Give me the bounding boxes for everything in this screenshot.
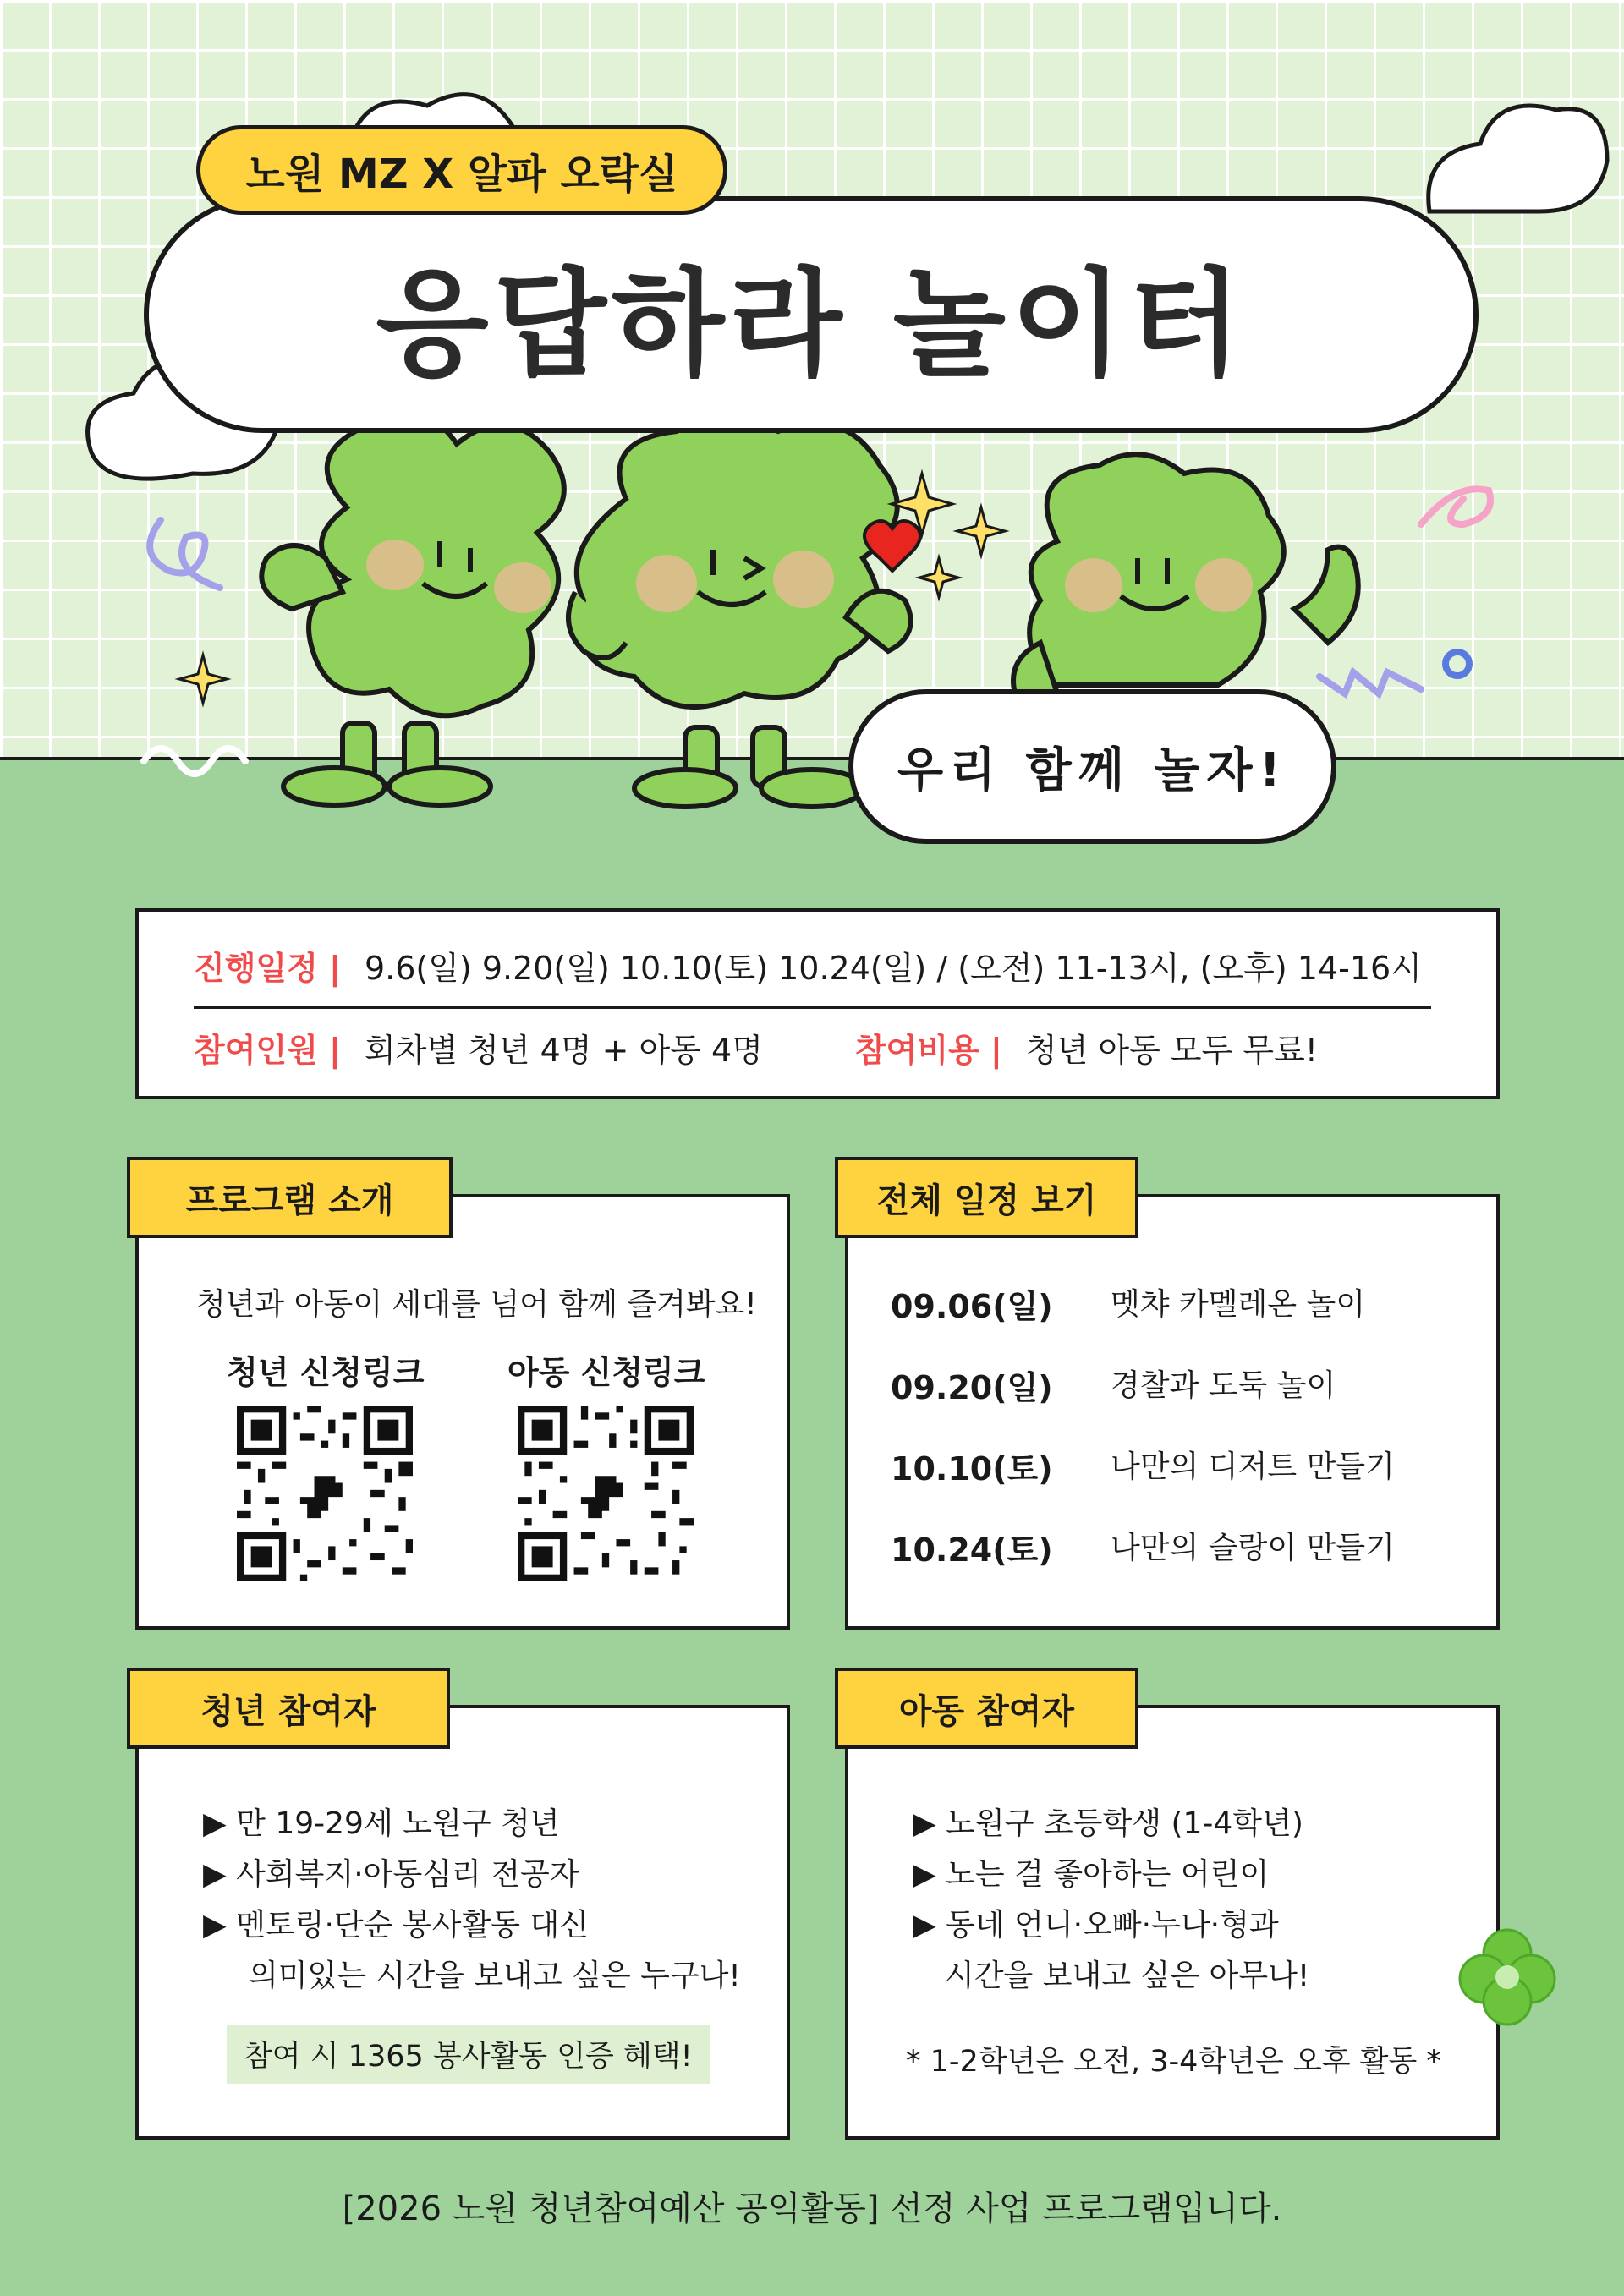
mascot-right xyxy=(1013,454,1358,693)
youth-link-label: 청년 신청링크 xyxy=(227,1354,425,1391)
event-subtitle: 노원 MZ X 알파 오락실 xyxy=(245,150,678,198)
schedule-tag xyxy=(835,1157,1138,1238)
schedule-card xyxy=(845,1194,1500,1630)
youth-benefit: 참여 시 1365 봉사활동 인증 혜택! xyxy=(227,2025,710,2084)
footer-note: [2026 노원 청년참여예산 공익활동] 선정 사업 프로그램입니다. xyxy=(342,2189,1282,2228)
youth-qr-code[interactable] xyxy=(237,1406,413,1581)
program-tag-label: 프로그램 소개 xyxy=(185,1181,394,1220)
child-line-1: ▶ 노원구 초등학생 (1-4학년) xyxy=(913,1806,1303,1841)
schedule-activity-4: 나만의 슬랑이 만들기 xyxy=(1111,1531,1395,1565)
child-qr-code[interactable] xyxy=(518,1406,694,1581)
schedule-row xyxy=(194,942,1422,989)
people-value: 회차별 청년 4명 + 아동 4명 xyxy=(364,1032,763,1069)
child-line-3: ▶ 동네 언니·오빠·누나·형과 xyxy=(913,1908,1279,1943)
child-tag xyxy=(835,1668,1138,1749)
child-link-label: 아동 신청링크 xyxy=(508,1354,705,1391)
child-note: * 1-2학년은 오전, 3-4학년은 오후 활동 * xyxy=(906,2045,1441,2079)
schedule-label: 진행일정 | xyxy=(194,950,341,987)
youth-line-3: ▶ 멘토링·단순 봉사활동 대신 xyxy=(203,1908,589,1943)
event-subtitle-pill xyxy=(196,125,727,215)
program-card xyxy=(135,1194,790,1630)
schedule-date-3: 10.10(토) xyxy=(891,1450,1053,1488)
child-tag-label: 아동 참여자 xyxy=(898,1691,1075,1731)
schedule-date-1: 09.06(일) xyxy=(891,1288,1053,1325)
youth-line-4: 의미있는 시간을 보내고 싶은 누구나! xyxy=(249,1959,741,1993)
page-title: 응답하라 놀이터 xyxy=(376,256,1247,392)
clover-icon xyxy=(1457,1926,1558,2028)
schedule-activity-1: 멧챠 카멜레온 놀이 xyxy=(1111,1287,1366,1322)
youth-line-1: ▶ 만 19-29세 노원구 청년 xyxy=(203,1806,560,1841)
divider xyxy=(194,1006,1431,1009)
child-card xyxy=(845,1705,1500,2140)
youth-tag xyxy=(127,1668,450,1749)
program-tag xyxy=(127,1157,453,1238)
schedule-activity-3: 나만의 디저트 만들기 xyxy=(1111,1449,1395,1484)
heart-icon xyxy=(864,521,920,571)
child-line-2: ▶ 노는 걸 좋아하는 어린이 xyxy=(913,1857,1270,1892)
program-intro: 청년과 아동이 세대를 넘어 함께 즐겨봐요! xyxy=(196,1287,757,1322)
title-banner xyxy=(144,196,1479,433)
schedule-value: 9.6(일) 9.20(일) 10.10(토) 10.24(일) / (오전) 11-13시, (오후) 14-16시 xyxy=(364,950,1422,987)
schedule-date-4: 10.24(토) xyxy=(891,1532,1053,1569)
schedule-activity-2: 경찰과 도둑 놀이 xyxy=(1111,1368,1336,1403)
child-line-4: 시간을 보내고 싶은 아무나! xyxy=(945,1959,1310,1993)
youth-card xyxy=(135,1705,790,2140)
people-label: 참여인원 | xyxy=(194,1032,341,1069)
people-cost-row xyxy=(194,1024,1318,1071)
speech-bubble xyxy=(848,689,1336,844)
speech-text: 우리 함께 놀자! xyxy=(897,743,1288,798)
youth-line-2: ▶ 사회복지·아동심리 전공자 xyxy=(203,1857,579,1892)
schedule-tag-label: 전체 일정 보기 xyxy=(876,1181,1097,1220)
youth-tag-label: 청년 참여자 xyxy=(200,1691,376,1731)
cost-value: 청년 아동 모두 무료! xyxy=(1025,1032,1319,1069)
cost-label: 참여비용 | xyxy=(854,1032,1002,1069)
info-box xyxy=(135,908,1500,1099)
schedule-date-2: 09.20(일) xyxy=(891,1369,1053,1406)
mascot-left xyxy=(261,414,564,805)
